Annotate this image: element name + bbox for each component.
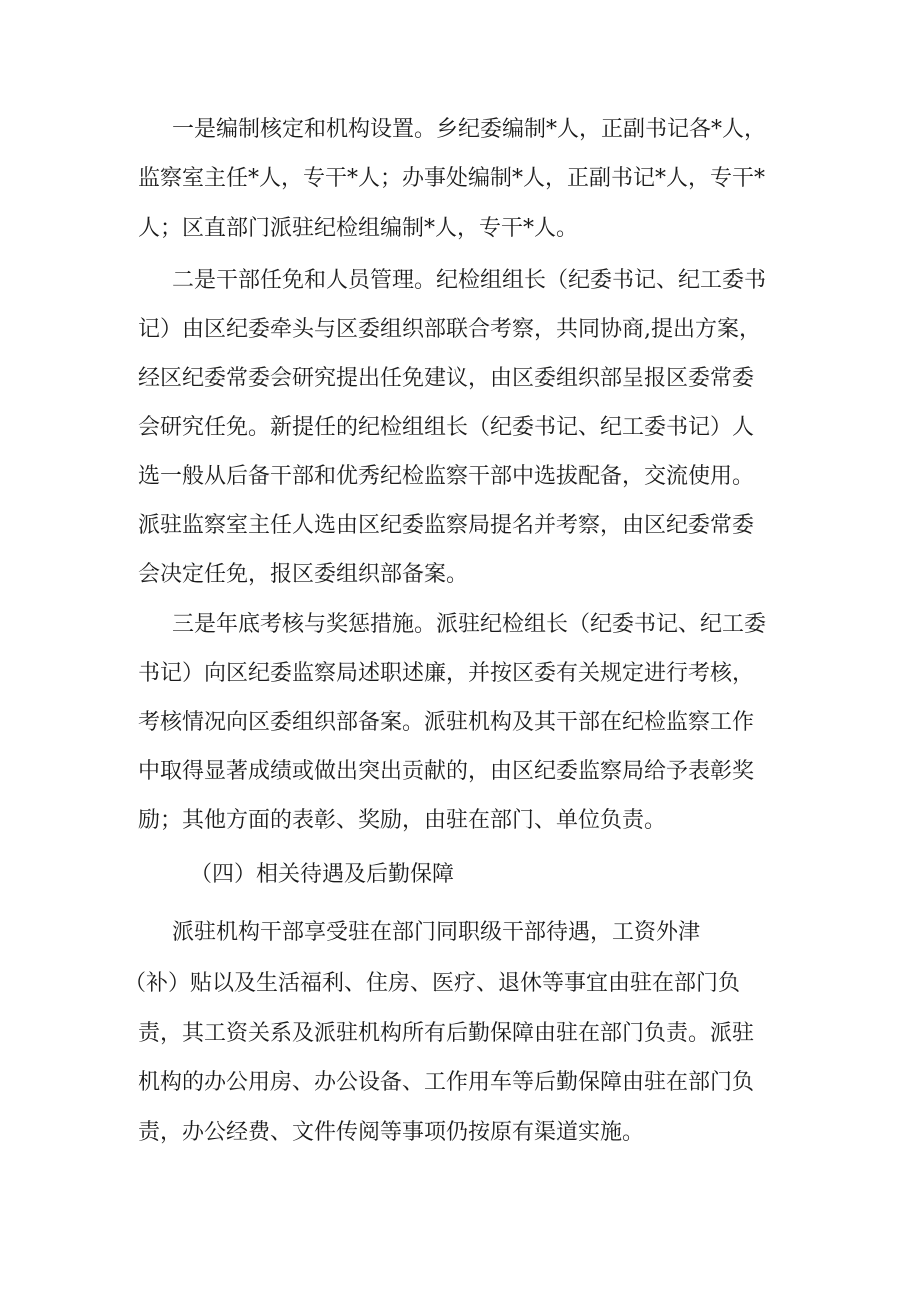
text-line: 三是年底考核与奖惩措施。派驻纪检组长（纪委书记、纪工委: [172, 612, 767, 637]
text-line: 考核情况向区委组织部备案。派驻机构及其干部在纪检监察工作: [138, 710, 755, 735]
text-line: 记）由区纪委牵头与区委组织部联合考察，共同协商,提出方案，: [138, 317, 761, 342]
text-line: 书记）向区纪委监察局述职述廉，并按区委有关规定进行考核，: [138, 661, 755, 686]
text-line: 责，办公经费、文件传阅等事项仍按原有渠道实施。: [138, 1120, 645, 1145]
text-line: 选一般从后备干部和优秀纪检监察干部中选拔配备，交流使用。: [138, 464, 755, 489]
text-line: 监察室主任*人，专干*人；办事处编制*人，正副书记*人，专干*: [138, 166, 766, 191]
section-heading-text: （四）相关待遇及后勤保障: [190, 862, 455, 887]
text-line: 责，其工资关系及派驻机构所有后勤保障由驻在部门负责。派驻: [138, 1021, 755, 1046]
text-line: 中取得显著成绩或做出突出贡献的，由区纪委监察局给予表彰奖: [138, 759, 755, 784]
text-line: 机构的办公用房、办公设备、工作用车等后勤保障由驻在部门负: [138, 1070, 755, 1095]
text-line: 经区纪委常委会研究提出任免建议，由区委组织部呈报区委常委: [138, 366, 755, 391]
text-line: （补）贴以及生活福利、住房、医疗、退休等事宜由驻在部门负: [124, 971, 741, 996]
text-line: 派驻机构干部享受驻在部门同职级干部待遇，工资外津: [172, 920, 701, 945]
text-line: 派驻监察室主任人选由区纪委监察局提名并考察，由区纪委常委: [138, 513, 755, 538]
text-line: 励；其他方面的表彰、奖励，由驻在部门、单位负责。: [138, 808, 667, 833]
text-line: 会研究任免。新提任的纪检组组长（纪委书记、纪工委书记）人: [138, 415, 755, 440]
text-line: 会决定任免，报区委组织部备案。: [138, 562, 469, 587]
text-line: 二是干部任免和人员管理。纪检组组长（纪委书记、纪工委书: [172, 268, 767, 293]
text-line: 人；区直部门派驻纪检组编制*人，专干*人。: [138, 216, 579, 241]
text-line: 一是编制核定和机构设置。乡纪委编制*人，正副书记各*人，: [172, 117, 767, 142]
